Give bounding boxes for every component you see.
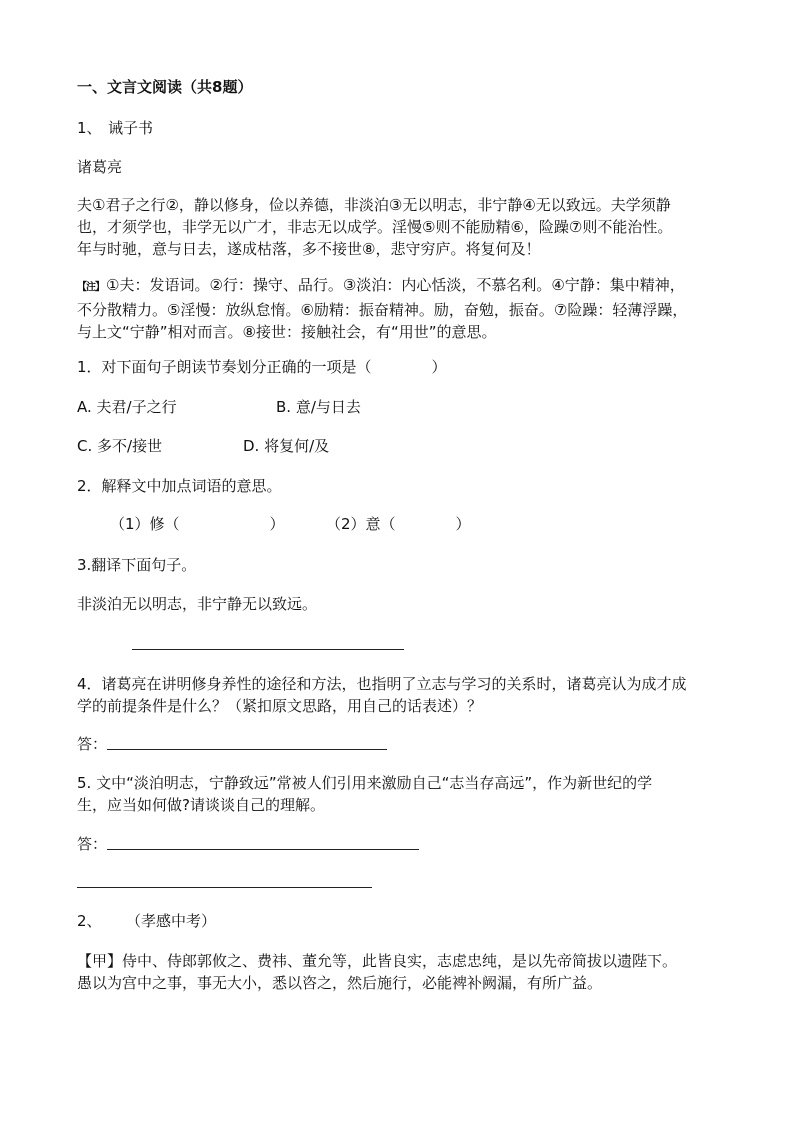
q1-option-a: A. 夫君/子之行 [77, 398, 177, 416]
q3-prompt: 3.翻译下面句子。 [77, 556, 197, 574]
passage1-line: 也，才须学也，非学无以广才，非志无以成学。淫慢⑤则不能励精⑥，险躁⑦则不能治性。 [77, 218, 673, 236]
q5-prompt-line: 生，应当如何做?请谈谈自己的理解。 [77, 796, 325, 814]
note-text: ①夫：发语词。②行：操守、品行。③淡泊：内心恬淡，不慕名利。④宁静：集中精神， [106, 276, 685, 294]
note-tag: 【注】 [77, 282, 104, 293]
q3-sentence: 非淡泊无以明志，非宁静无以致远。 [77, 595, 318, 613]
section-heading: 一、文言文阅读（共8题） [77, 78, 253, 96]
passage1-number: 1、 [77, 119, 102, 137]
q4-prompt-line: 学的前提条件是什么？（紧扣原文思路，用自己的话表述）？ [77, 697, 483, 715]
note-line [77, 274, 722, 299]
passage1-author: 诸葛亮 [77, 158, 123, 176]
passage2-text [77, 950, 722, 994]
q4-answer-line[interactable] [107, 749, 387, 750]
passage1-line: 年与时驰，意与日去，遂成枯落，多不接世⑧，悲守穷庐。将复何及！ [77, 240, 541, 258]
note-line: 不分散精力。⑤淫慢：放纵怠惰。⑥励精：振奋精神。励，奋勉，振奋。⑦险躁：轻薄浮躁， [77, 301, 688, 319]
q1-option-c: C. 多不/接世 [77, 437, 163, 455]
q5-prompt [77, 772, 722, 816]
passage1-line: 夫①君子之行②，静以修身，俭以养德，非淡泊③无以明志，非宁静④无以致远。夫学须静 [77, 196, 671, 214]
passage2-line: 愚以为宫中之事，事无大小，悉以咨之，然后施行，必能裨补阙漏，有所广益。 [77, 974, 603, 992]
note-line: 与上文“宁静”相对而言。⑧接世：接触社会，有“用世”的意思。 [77, 323, 497, 341]
q1-option-b: B. 意/与日去 [276, 398, 361, 416]
q5-answer-label: 答： [77, 835, 108, 853]
q5-prompt-line: 5. 文中“淡泊明志，宁静致远”常被人们引用来激励自己“志当存高远”，作为新世纪的学 [77, 774, 653, 792]
q4-prompt-line: 4．诸葛亮在讲明修身养性的途径和方法，也指明了立志与学习的关系时，诸葛亮认为成才成 [77, 675, 687, 693]
q4-answer-label: 答： [77, 735, 108, 753]
q2-item-2: （2）意（ ） [326, 515, 471, 533]
passage2-line: 【甲】侍中、侍郎郭攸之、费祎、董允等，此皆良实，志虑忠纯，是以先帝简拔以遗陛下。 [77, 952, 678, 970]
q3-answer-line[interactable] [132, 649, 404, 650]
passage2-source: （孝感中考） [126, 912, 217, 930]
q2-item-1: （1）修（ ） [110, 515, 285, 533]
q5-answer-line-2[interactable] [77, 887, 372, 888]
q4-prompt [77, 673, 722, 717]
passage2-number: 2、 [77, 912, 102, 930]
passage1-title: 诫子书 [108, 119, 154, 137]
passage1-text [77, 194, 722, 260]
q2-prompt: 2．解释文中加点词语的意思。 [77, 477, 282, 495]
q1-option-d: D. 将复何/及 [243, 437, 330, 455]
q5-answer-line-1[interactable] [107, 849, 419, 850]
passage1-notes [77, 274, 722, 343]
q1-prompt: 1．对下面句子朗读节奏划分正确的一项是（ ） [77, 358, 447, 376]
